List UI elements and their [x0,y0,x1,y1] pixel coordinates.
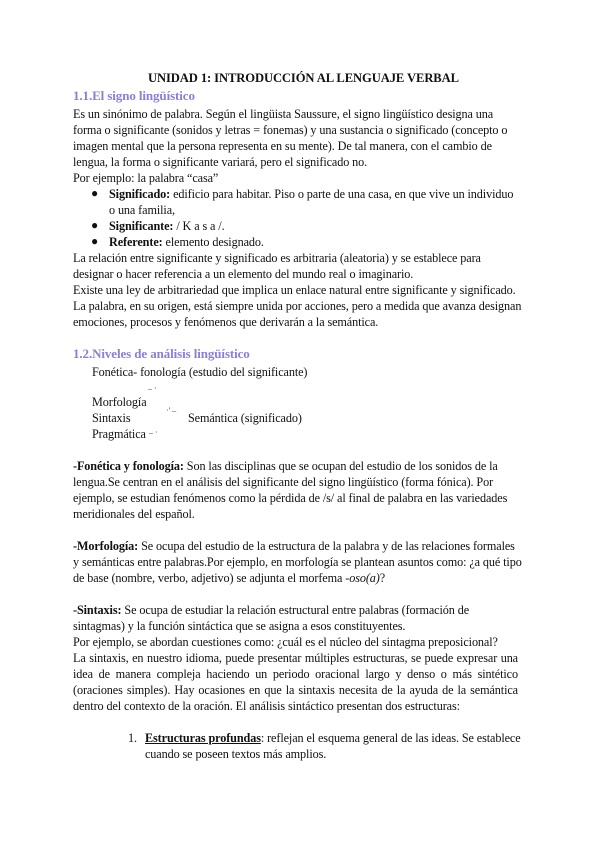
sintaxis-label: -Sintaxis: [73,603,122,617]
text-line: La relación entre significante y significado es arbitraria (aleatoria) y se establece para [73,251,481,265]
bullet-item-cont: o una familia, [109,203,175,217]
text-span: de base (nombre, verbo, adjetivo) se adjunta el morfema [73,571,346,585]
bullet-label: Significante: [109,219,174,233]
morfologia-text: Se ocupa del estudio de la estructura de la palabra y de las relaciones formales [138,539,515,553]
sintaxis-paragraph [73,602,469,618]
bullet-text: / K a s a /. [176,219,225,233]
page-title: UNIDAD 1: INTRODUCCIÓN AL LENGUAJE VERBAL [148,71,459,85]
text-line: lengua.Se centran en el análisis del significante del signo lingüístico (forma fónica). Por [73,475,494,489]
level-semantica: Semántica (significado) [188,411,302,425]
bullet-item [109,234,264,250]
text-span: ? [379,571,386,585]
bullet-label: Significado: [109,187,171,201]
text-line: emociones, procesos y fenómenos que derivarán a la semántica. [73,315,379,329]
fonetica-paragraph [73,458,498,474]
bullet-item [109,186,513,202]
connector-mark: ·' – [166,406,177,415]
fonetica-text: Son las disciplinas que se ocupan del estudio de los sonidos de la [183,459,498,473]
level-morfologia: Morfología [92,395,147,409]
level-fonetica: Fonética- fonología (estudio del significante) [92,365,308,379]
section-heading-niveles: 1.2.Niveles de análisis lingüístico [73,346,250,361]
sintaxis-justified: La sintaxis, en nuestro idioma, puede presentar múltiples estructuras, se puede expresar una idea de manera compleja haciendo un periodo oracional largo y denso o más sintético (oraciones simples). Hay ocasiones en que la sintaxis necesita de la ayuda de la semántica dentro del contexto de la oración. El análisis sintáctico presentan dos estructuras: [73,651,518,713]
text-line: Por ejemplo: la palabra “casa” [73,171,219,185]
list-number: 1. [128,731,137,745]
text-line: ejemplo, se estudian fenómenos como la pérdida de /s/ al final de palabra en las variedades [73,491,508,505]
fonetica-label: -Fonética y fonología: [73,459,184,473]
list-item-cont: cuando se poseen textos más amplios. [145,747,327,761]
list-label [145,731,261,745]
text-line: meridionales del español. [73,507,195,521]
bullet-icon: ● [91,234,99,248]
bullet-text: edificio para habitar. Piso o parte de una casa, en que vive un individuo [173,187,514,201]
morfologia-label: -Morfología: [73,539,139,553]
text-line: forma o significante (sonidos y letras = fonemas) y una sustancia o significado (concepto o [73,123,508,137]
sintaxis-text: Se ocupa de estudiar la relación estructural entre palabras (formación de [121,603,470,617]
bullet-icon: ● [91,218,99,232]
text-line: La palabra, en su origen, está siempre unida por acciones, pero a medida que avanza designan [73,299,522,313]
connector-mark: – · [148,384,157,393]
section-heading-signo: 1.1.El signo lingüístico [73,88,195,103]
text-line: Existe una ley de arbitrariedad que implica un enlace natural entre significante y significado. [73,283,516,297]
text-line: y semánticas entre palabras.Por ejemplo, en morfología se plantean asuntos como: ¿a qué tipo [73,555,522,569]
list-text: : reflejan el esquema general de las ideas. Se establece [260,731,521,745]
bullet-label: Referente: [109,235,163,249]
bullet-item [109,218,225,234]
connector-mark: – · [149,428,158,437]
text-line [73,570,385,586]
text-line: lengua, la forma o significante variará, pero el significado no. [73,155,368,169]
text-line: sintagmas) y la función sintáctica que se asigna a esos constituyentes. [73,619,406,633]
level-pragmatica: Pragmática [92,427,146,441]
text-line: imagen mental que la persona representa en su mente). De tal manera, con el cambio de [73,139,492,153]
bullet-text: elemento designado. [165,235,264,249]
list-item [145,730,521,746]
text-line: designar o hacer referencia a un elemento del mundo real o imaginario. [73,267,414,281]
list-label-text: Estructuras profundas [145,731,261,745]
morfologia-paragraph [73,538,515,554]
bullet-icon: ● [91,186,99,200]
text-line: Por ejemplo, se abordan cuestiones como: ¿cuál es el núcleo del sintagma preposicional? [73,635,498,649]
morpheme: -oso(a) [345,571,380,585]
level-sintaxis: Sintaxis [92,411,131,425]
text-line: Es un sinónimo de palabra. Según el lingüista Saussure, el signo lingüístico designa una [73,107,494,121]
